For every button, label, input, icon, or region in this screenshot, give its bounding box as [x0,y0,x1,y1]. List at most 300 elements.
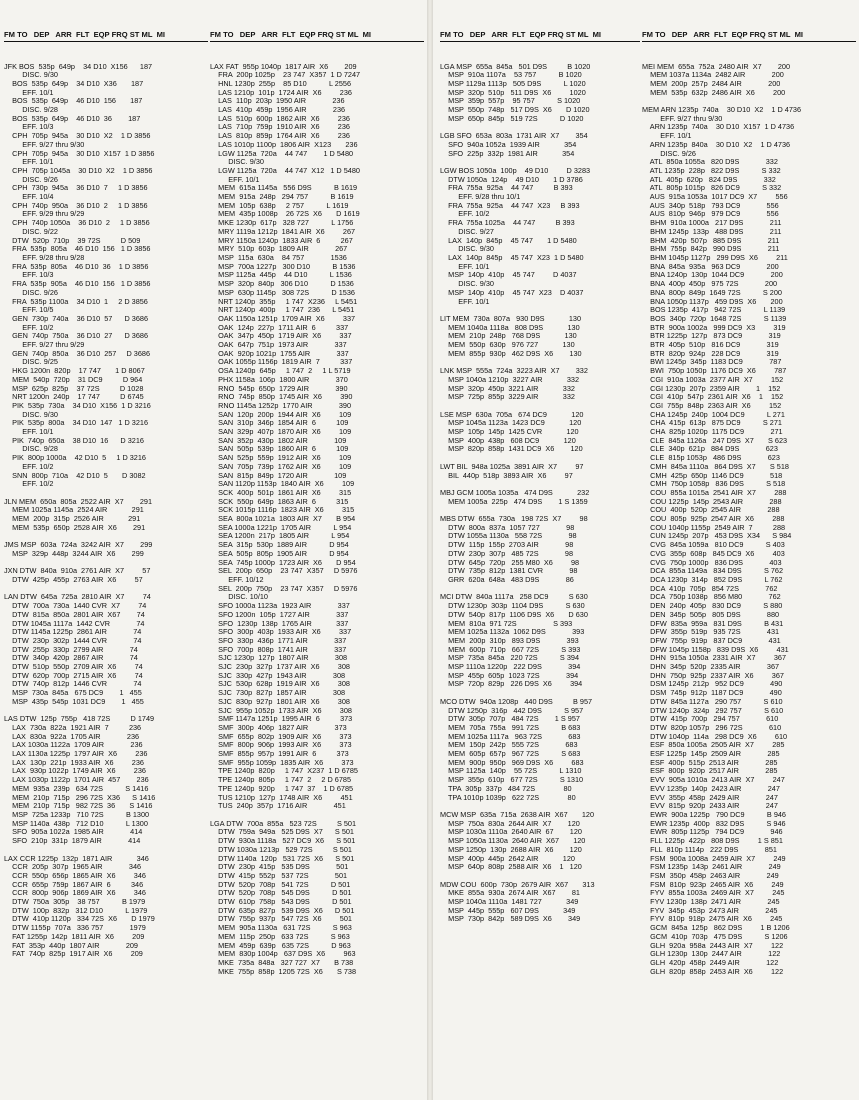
schedule-line: NRT 1240p 355p 1 747 X236 L 5451 [210,296,358,306]
schedule-line: BTR 900a 1002a 999 DC9 X3 319 [642,322,786,332]
schedule-line: BIL 440p 518p 3893 AIR X6 97 [440,470,573,480]
schedule-line: EVV 905a 1010a 2413 AIR X7 247 [642,775,785,785]
schedule-line: PIK 535p 800a 34 D10 147 1 D 3216 [4,418,149,428]
schedule-line: SAN 705p 739p 1762 AIR X6 109 [210,461,352,471]
schedule-line: MSP 1040a 1110a 1481 727 349 [440,897,579,907]
schedule-line: CCR 655p 759p 1867 AIR 6 346 [4,879,144,889]
schedule-line: DCA 1230p 314p 852 D9S L 762 [642,575,783,584]
schedule-line: EFF. 10/1 [210,174,260,184]
schedule-line: MEM 810a 971 72S S 393 [440,618,573,628]
schedule-line: SFO 225p 332p 1981 AIR 354 [440,148,575,158]
schedule-line: EFF. 10/4 [4,192,54,202]
schedule-line: JLN MEM 650a 805a 2522 AIR X7 291 [4,496,153,506]
schedule-line: LGB SFO 653a 803a 1731 AIR X7 354 [440,131,588,141]
schedule-line: DTW 230p 307p 485 72S 98 [440,548,574,558]
schedule-line: ATL 805p 1015p 826 DC9 S 332 [642,183,782,193]
schedule-line: MEM 905a 1130a 631 72S S 963 [210,923,352,933]
schedule-line: LGW 1125a 720a 44 747 1 D 5480 [210,148,354,158]
schedule-line: MDW COU 600p 730p 2679 AIR X67 313 [440,879,595,889]
schedule-line: MSP 115a 630a 84 757 1536 [210,252,347,262]
schedule-line: MSP 105p 145p 1425 CVR 120 [440,427,579,437]
schedule-line: DTW 230p 302p 1444 CVR 74 [4,635,142,645]
schedule-line: DTW 930a 1118a 527 DC9 X6 S 501 [210,836,356,846]
schedule-line: FSM 810p 923p 2465 AIR X6 249 [642,879,784,889]
schedule-line: LAS 810p 859p 1764 AIR X6 236 [210,131,350,141]
schedule-line: DTW 700a 730a 1440 CVR X7 74 [4,601,147,611]
schedule-line: LSE MSP 630a 705a 674 DC9 120 [440,409,584,419]
schedule-line: EVV 355p 458p 2429 AIR 247 [642,792,778,802]
schedule-line: DTW 845a 1127a 290 757 S 610 [642,696,783,706]
schedule-line: CPH 705p 945a 30 D10 X2 1 D 3856 [4,131,151,141]
schedule-line: FRA 535p 905a 46 D10 156 1 D 3856 [4,279,151,289]
schedule-line: BHM 755p 842p 990 D9S 211 [642,244,780,254]
schedule-line: MEM 535p 650p 2528 AIR X6 291 [4,522,146,532]
schedule-line: OAK 1150a 1251p 1709 AIR X6 337 [210,313,356,323]
schedule-line: DTW 520p 710p 39 72S D 509 [4,235,141,245]
schedule-line: CCR 800p 906p 1869 AIR X6 346 [4,888,146,898]
schedule-line: GLH 820p 858p 2453 AIR X6 122 [642,966,784,976]
schedule-line: SFO 330p 436p 1771 AIR 337 [210,635,347,645]
schedule-line: LAX CCR 1225p 132p 1871 AIR 346 [4,853,149,863]
schedule-line: CGI 910a 1003a 2377 AIR X7 152 [642,374,784,384]
schedule-line: FSM 900a 1008a 2459 AIR X7 249 [642,853,786,863]
schedule-line: BNA 400p 450p 975 72S 200 [642,279,778,289]
schedule-line: SFO 1000a 1123a 1923 AIR 337 [210,601,350,611]
schedule-line: LAS 510p 600p 1862 AIR X6 236 [210,113,350,123]
schedule-line: JMS MSP 603a 724a 3242 AIR X7 299 [4,540,153,550]
schedule-line: MEM 150p 242p 555 72S 683 [440,740,578,750]
schedule-line: DTW 815a 850a 2801 AIR X67 74 [4,609,145,619]
schedule-line: LNK MSP 555a 724a 3223 AIR X7 332 [440,366,588,376]
schedule-line: PIK 740p 650a 38 D10 16 D 3216 [4,435,144,445]
schedule-line: SJC 1230p 127p 1807 AIR 308 [210,653,348,663]
schedule-line: DCA 855a 1149a 834 D9S S 762 [642,566,784,576]
schedule-line: MRY 1119a 1212p 1841 AIR X6 267 [210,226,356,236]
schedule-line: MEI MEM 655a 752a 2480 AIR X7 200 [642,61,791,71]
schedule-line: MEM 1025a 1132a 1062 D9S 393 [440,627,585,637]
schedule-line: MEM 900p 950p 969 D9S X6 683 [440,757,584,767]
schedule-line: EFF. 9/27 thru 9/30 [642,113,723,123]
schedule-line: DTW 610p 758p 543 D9S D 501 [210,897,352,907]
column-1 [4,14,208,976]
schedule-line: MEM 1005a 225p 474 D9S 1 S 1359 [440,496,588,506]
schedule-line: MSP 630p 1145p 308 72S D 1536 [210,287,355,297]
schedule-line: ATL 850a 1055a 820 D9S 332 [642,157,778,167]
schedule-line: MSP 650p 845p 519 72S D 1020 [440,113,584,123]
schedule-line: TPE 1240p 805p 1 747 2 2 D 6785 [210,775,352,785]
schedule-line: DTW 1230p 303p 1104 D9S S 630 [440,601,585,611]
column-header: FM TO DEP ARR FLT EQP FRQ ST ML MI [4,31,208,42]
schedule-line: MSP 1040a 1210p 3227 AIR 332 [440,374,580,384]
schedule-line: MSP 750a 830a 2644 AIR X7 120 [440,818,580,828]
schedule-line: EFF. 9/27 thru 9/29 [4,340,85,350]
schedule-line: EWR 805p 1125p 794 DC9 946 [642,827,783,837]
schedule-line: MEM 600p 710p 667 72S S 393 [440,644,581,654]
schedule-line: FSM 1235p 143p 2461 AIR 249 [642,862,781,872]
schedule-line: FRA 755a 1025a 44 747 B 393 [440,218,575,228]
schedule-line: MEM 935a 239p 634 72S S 1416 [4,783,149,793]
schedule-line: MSP 625p 825p 37 72S D 1028 [4,383,144,393]
schedule-line: CHA 415p 613p 875 DC9 S 271 [642,418,782,428]
schedule-line: DEN 240p 405p 830 DC9 S 880 [642,601,783,611]
schedule-line: FRA 755a 925a 44 747 B 393 [440,183,573,193]
schedule-line: BWI 750p 1050p 1176 DC9 X6 787 [642,366,787,376]
schedule-line: COU 805p 925p 2547 AIR X6 288 [642,514,785,524]
schedule-line: OAK 920p 1021p 1755 AIR 337 [210,348,349,358]
column-header: FM TO DEP ARR FLT EQP FRQ ST ML MI [440,31,640,42]
schedule-line: SEA 505p 805p 1905 AIR D 954 [210,548,349,558]
schedule-line: DISC. 9/26 [4,174,58,184]
schedule-line: DTW 1145a 1225p 2861 AIR 74 [4,627,142,637]
schedule-line: EFF. 10/1 [4,157,54,167]
schedule-line: MCI DTW 840a 1117a 258 DC9 S 630 [440,592,588,602]
schedule-line: MCO DTW 940a 1208p 440 D9S B 957 [440,696,593,706]
schedule-line: MSP 355p 610p 677 72S S 1310 [440,775,584,785]
page-gutter [427,0,433,1100]
schedule-line: SAN 815p 849p 1720 AIR 109 [210,470,347,480]
schedule-line: SJC 730p 827p 1857 AIR 308 [210,688,346,698]
schedule-line: FRA 535p 1100a 34 D10 1 2 D 3856 [4,296,148,306]
schedule-line: MKE 1230p 617p 328 727 L 1756 [210,218,354,228]
schedule-line: DTW 645p 720p 255 M80 X6 98 [440,557,580,567]
schedule-line: MEM 605p 657p 967 72S S 683 [440,749,581,759]
schedule-line: MEM 435p 1008p 26 72S X6 D 1619 [210,209,360,219]
schedule-line: DTW 1030a 1213p 529 72S S 501 [210,844,352,854]
schedule-line: CLE 340p 621p 884 D9S 623 [642,444,778,454]
schedule-line: LGA DTW 700a 855a 523 72S S 501 [210,818,357,828]
schedule-line: MEM 540p 720p 31 DC9 D 964 [4,374,143,384]
schedule-line: SEL 200p 650p 23 747 X357 D 5976 [210,566,358,576]
schedule-line: MSP 640p 808p 2588 AIR X6 1 120 [440,862,582,872]
schedule-line: RNO 1145a 1252p 1770 AIR 390 [210,400,352,410]
schedule-line: BNA 845a 935a 963 DC9 200 [642,261,779,271]
schedule-line: DISC. 9/28 [4,105,58,115]
schedule-line: SMF 800p 906p 1993 AIR X6 373 [210,740,352,750]
schedule-line: BHM 420p 507p 885 D9S 211 [642,235,780,245]
schedule-line: DISC. 9/28 [4,444,58,454]
schedule-line: LAX 140p 845p 45 747 1 D 5480 [440,235,577,245]
schedule-line: MSP 1129a 1113p 505 D9S L 1020 [440,78,586,88]
schedule-line: LAX 1030a 1122a 1709 AIR 236 [4,740,143,750]
schedule-line: EFF. 10/1 [642,131,692,141]
schedule-line: DTW 820p 1057p 296 72S 610 [642,722,782,732]
schedule-line: SAN 525p 559p 1912 AIR X6 109 [210,453,352,463]
schedule-line: PIK 535p 730a 34 D10 X156 1 D 3216 [4,400,151,410]
schedule-line: MSP 1125a 140p 55 72S L 1310 [440,766,582,776]
schedule-line: DISC. 9/27 [440,226,494,236]
schedule-line: FRA 200p 1025p 23 747 X357 1 D 7247 [210,70,361,80]
column-body [440,63,640,925]
schedule-line: GEN 730p 740a 36 D10 57 D 3686 [4,313,148,323]
schedule-line: MBJ GCM 1005a 1035a 474 D9S 232 [440,487,590,497]
schedule-line: GEN 740p 750a 36 D10 27 D 3686 [4,331,148,341]
schedule-line: CUN 1245p 207p 453 D9S X34 S 984 [642,531,792,541]
schedule-line: CVG 845a 1059a 810 DC9 S 403 [642,540,785,550]
schedule-line: BOS 340p 720p 1648 72S S 1139 [642,313,787,323]
schedule-line: MEM 615a 1145a 556 D9S B 1619 [210,183,358,193]
schedule-line: EFF. 9/29 thru 9/29 [4,209,85,219]
schedule-line: FLL 810p 1114p 222 D9S 851 [642,844,777,854]
schedule-line: SJC 955p 1052p 1733 AIR X6 308 [210,705,352,715]
schedule-line: CGI 755p 848p 2363 AIR X6 152 [642,400,782,410]
schedule-line: SFO 1230p 138p 1765 AIR 337 [210,618,349,628]
schedule-line: MSP 1045a 1123a 1423 DC9 120 [440,418,582,428]
schedule-line: COU 855a 1015a 2541 AIR X7 288 [642,487,787,497]
schedule-line: ESF 400p 515p 2513 AIR 285 [642,757,778,767]
schedule-line: ARN 1235p 740a 30 D10 X157 1 D 4736 [642,122,795,132]
schedule-line: SAN 120p 200p 1944 AIR X6 109 [210,409,352,419]
schedule-line: FSM 350p 458p 2463 AIR 249 [642,870,779,880]
schedule-line: LAX 1030p 1122p 1701 AIR 457 236 [4,775,149,785]
schedule-line: MEM 459p 639p 635 72S D 963 [210,940,351,950]
schedule-line: EFF. 10/3 [4,122,54,132]
schedule-line: SCK 400p 501p 1861 AIR X6 315 [210,487,352,497]
schedule-line: BWI 1245p 345p 1183 DC9 787 [642,357,782,367]
schedule-line: DTW 740p 812p 1446 CVR 74 [4,679,142,689]
schedule-line: EWR 1235p 400p 832 D9S S 946 [642,818,786,828]
schedule-line: FAT 740p 825p 1917 AIR X6 209 [4,949,143,959]
schedule-line: JFK BOS 535p 649p 34 D10 X156 187 [4,61,153,71]
schedule-line: COU 400p 520p 2545 AIR 288 [642,505,780,515]
schedule-line: MSP 455p 605p 1023 72S 394 [440,670,579,680]
schedule-line: JXN DTW 840a 910a 2761 AIR X7 57 [4,566,151,576]
schedule-line: DISC. 9/30 [440,244,494,254]
schedule-line: EFF. 9/28 thru 9/28 [4,252,85,262]
schedule-line: FRA 755a 925a 44 747 X23 B 393 [440,200,580,210]
schedule-line: BTR 820p 924p 228 DC9 319 [642,348,779,358]
schedule-line: EFF. 10/1 [440,261,490,271]
schedule-line: CHA 825p 1020p 1175 DC9 271 [642,427,783,437]
schedule-line: MSP 730a 845a 675 DC9 1 455 [4,688,142,698]
schedule-line: DTW 415p 700p 294 757 610 [642,714,779,724]
schedule-line: DTW 635p 827p 539 D9S X6 D 501 [210,905,355,915]
schedule-line: MEM 550p 630p 976 727 130 [440,340,575,350]
schedule-line: TUS 1210p 127p 1748 AIR X6 451 [210,792,353,802]
schedule-line: DSM 1245p 212p 952 DC9 490 [642,679,783,689]
schedule-line: CPH 705p 945a 30 D10 X157 1 D 3856 [4,148,155,158]
schedule-line: DISC. 9/25 [4,357,58,367]
schedule-line: BTR 405p 510p 816 DC9 319 [642,340,779,350]
schedule-line: LAS 110p 203p 1950 AIR 236 [210,96,345,106]
schedule-line: DFW 835a 959a 831 D9S B 431 [642,618,784,628]
schedule-line: DTW 340p 420p 2867 AIR 74 [4,653,138,663]
schedule-line: ATL 1235p 228p 822 D9S S 332 [642,165,781,175]
schedule-line: SEL 200p 750p 23 747 X357 D 5976 [210,583,358,593]
schedule-line: DTW 510p 550p 2709 AIR X6 74 [4,662,143,672]
schedule-line: AUS 915a 1053a 1017 DC9 X7 556 [642,192,788,202]
schedule-line: DTW 1045a 1117a 1442 CVR 74 [4,618,145,628]
schedule-line: GLH 420p 458p 2449 AIR 122 [642,957,779,967]
schedule-line: DTW 1240p 324p 292 757 S 610 [642,705,784,715]
schedule-line: MSP 1050a 1130a 2640 AIR X67 120 [440,836,586,846]
schedule-line: MSP 320p 450p 3221 AIR 332 [440,383,575,393]
schedule-line: DISC. 9/30 [4,409,58,419]
schedule-line: LWT BIL 948a 1025a 3891 AIR X7 97 [440,461,584,471]
schedule-line: PIK 800p 1000a 42 D10 5 1 D 3216 [4,453,146,463]
schedule-line: DHN 750p 925p 2337 AIR X6 367 [642,670,784,680]
schedule-line: FAT 1255p 142p 1811 AIR X6 209 [4,931,145,941]
schedule-line: SFO 700p 808p 1741 AIR 337 [210,644,347,654]
schedule-line: COU 1225p 145p 2543 AIR 288 [642,496,782,506]
schedule-line: GEN 740p 850a 36 D10 257 D 3686 [4,348,151,358]
schedule-line: DTW 620p 700p 2715 AIR X6 74 [4,670,143,680]
schedule-line: EFF. 10/2 [4,479,54,489]
column-body [4,63,208,959]
schedule-line: MSP 1125a 445p 44 D10 L 1536 [210,270,352,280]
schedule-line: MEM 1025a 1145a 2524 AIR 291 [4,505,144,515]
schedule-line: DTW 750a 305p 38 757 B 1979 [4,897,146,907]
schedule-line: FYV 1230p 138p 2471 AIR 245 [642,897,780,907]
schedule-line: LAX 830a 922a 1705 AIR 236 [4,731,140,741]
schedule-line: SAN 1120p 1153p 1840 AIR X6 109 [210,479,355,489]
schedule-line: SEA 745p 1000p 1723 AIR X6 D 954 [210,557,356,567]
schedule-line: EVV 815p 920p 2433 AIR 247 [642,801,778,811]
schedule-line: BNA 1050p 1137p 459 D9S X6 200 [642,296,783,306]
schedule-line: OAK 1055p 1156p 1819 AIR 7 337 [210,357,353,367]
schedule-line: SEA 1000a 1221p 1705 AIR L 954 [210,522,352,532]
schedule-line: SMF 655p 802p 1909 AIR X6 373 [210,731,352,741]
schedule-line: OAK 647p 751p 1973 AIR 337 [210,340,347,350]
schedule-line: DISC. 9/30 [210,157,264,167]
schedule-line: EFF. 10/5 [4,305,54,315]
column-body [642,63,856,977]
schedule-line: MEM 1037a 1134a 2482 AIR 200 [642,70,784,80]
schedule-line: LGW BOS 1050a 100p 49 D10 D 3283 [440,165,591,175]
schedule-line: DTW 520p 708p 545 D9S D 501 [210,888,352,898]
schedule-line: BNA 800p 849p 1649 72S S 200 [642,287,782,297]
schedule-line: AUS 810p 946p 979 DC9 556 [642,209,779,219]
schedule-line: SNN 800p 710a 42 D10 5 D 3082 [4,470,146,480]
schedule-line: SEA 1200n 217p 1805 AIR L 954 [210,531,350,541]
schedule-line: TPE 1240p 920p 1 747 37 1 D 6785 [210,783,354,793]
schedule-line: LAX 930p 1022p 1749 AIR X6 236 [4,766,146,776]
schedule-line: DFW 1045p 1158p 839 D9S X6 431 [642,644,789,654]
schedule-line: LGA MSP 655a 845a 501 D9S B 1020 [440,61,591,71]
schedule-line: MSP 400p 438p 608 DC9 120 [440,435,576,445]
schedule-line: LAS 1210p 101p 1724 AIR X6 236 [210,87,352,97]
schedule-line: MEM 1040a 1118a 808 D9S 130 [440,322,580,332]
schedule-line: MSP 1030a 1110a 2640 AIR 67 120 [440,827,582,837]
schedule-line: EFF. 10/2 [4,322,54,332]
schedule-line: TUS 240p 357p 1716 AIR 451 [210,801,346,811]
schedule-line: GLH 1230p 130p 2447 AIR 122 [642,949,781,959]
schedule-line: LAX 1130a 1225p 1797 AIR X6 236 [4,749,148,759]
schedule-line: GCM 410p 703p 475 D9S S 1206 [642,931,788,941]
schedule-line: MSP 435p 545p 1031 DC9 1 455 [4,696,144,706]
schedule-line: DISC. 9/22 [4,226,58,236]
schedule-line: MEM 200p 257p 2484 AIR 200 [642,78,781,88]
schedule-line: PHX 1158a 106p 1800 AIR 370 [210,374,348,384]
schedule-line: DFW 355p 519p 935 72S 431 [642,627,780,637]
schedule-line: SJC 230p 327p 1737 AIR X6 308 [210,662,350,672]
schedule-line: DTW 305p 707p 484 72S 1 S 957 [440,714,580,724]
schedule-line: MSP 725p 855p 3229 AIR 332 [440,392,575,402]
schedule-line: BOS 1235p 417p 942 72S L 1139 [642,305,786,315]
schedule-line: FLL 1225p 422p 808 D9S 1 S 851 [642,836,783,846]
schedule-line: COU 1040p 1155p 2549 AIR 7 288 [642,522,786,532]
schedule-line: MKE 855a 930a 2674 AIR X67 81 [440,888,580,898]
schedule-line: ATL 405p 620p 824 D9S 332 [642,174,776,184]
schedule-line: SFO 210p 331p 1879 AIR 414 [4,836,141,846]
column-body [210,63,424,977]
schedule-line: MSP 140p 410p 45 747 X23 D 4037 [440,287,584,297]
schedule-line: DTW 1155p 707a 336 757 1979 [4,923,146,933]
schedule-line: LAX 140p 845p 45 747 X23 1 D 5480 [440,252,584,262]
schedule-line: LAS 410p 459p 1956 AIR 236 [210,105,346,115]
schedule-line: SAN 310p 346p 1854 AIR 6 109 [210,418,349,428]
schedule-line: CLE 845a 1126a 247 D9S X7 S 623 [642,435,788,445]
schedule-line: LAS 1010p 1100p 1806 AIR X123 236 [210,139,358,149]
schedule-line: DFW 755p 919p 837 DC9 431 [642,635,781,645]
schedule-line: EFF. 10/1 [440,296,490,306]
schedule-line: CMH 750p 1058p 836 D9S S 518 [642,479,786,489]
schedule-line: MEM 915a 248p 294 757 B 1619 [210,192,354,202]
schedule-line: MCW MSP 635a 715a 2638 AIR X67 120 [440,809,594,819]
schedule-line: MEM 200p 315p 2526 AIR 291 [4,514,141,524]
schedule-line: CCR 205p 307p 1965 AIR 346 [4,862,142,872]
schedule-line: DCA 410p 705p 854 72S 762 [642,583,778,593]
schedule-line: SEA 315p 530p 1889 AIR D 954 [210,540,349,550]
schedule-line: HKG 1200n 820p 17 747 1 D 8067 [4,366,145,376]
schedule-line: EFF. 10/12 [210,575,264,584]
schedule-line: DTW 425p 455p 2763 AIR X6 57 [4,575,143,584]
schedule-line: SFO 1200n 105p 1727 AIR 337 [210,609,349,619]
column-3 [440,14,640,942]
schedule-line: MRY 1150a 1240p 1833 AIR 6 267 [210,235,353,245]
schedule-line: BOS 535p 649p 46 D10 36 187 [4,113,141,123]
schedule-line: CPH 740p 950a 36 D10 2 1 D 3856 [4,200,148,210]
schedule-line: SMF 855p 957p 1991 AIR 6 373 [210,749,349,759]
schedule-line: CVG 355p 608p 845 DC9 X6 403 [642,548,785,558]
schedule-line: HNL 1230p 255p 85 D10 L 2556 [210,78,352,88]
schedule-line: MEM 210p 715p 296 72S X36 S 1416 [4,792,156,802]
schedule-line: MEM 830p 1004p 637 D9S X6 963 [210,949,356,959]
schedule-line: EFF. 10/1 [4,427,54,437]
schedule-line: EFF. 10/2 [440,209,490,219]
schedule-line: MEM 535p 632p 2486 AIR X6 200 [642,87,786,97]
schedule-line: MSP 400p 445p 2642 AIR 120 [440,853,575,863]
schedule-line: DTW 100p 832p 312 D10 L 1979 [4,905,148,915]
schedule-line: DTW 1250p 316p 442 D9S S 957 [440,705,584,715]
schedule-line: MSP 329p 448p 3244 AIR X6 299 [4,548,144,558]
schedule-line: FRA 535p 805a 46 D10 36 1 D 3856 [4,261,149,271]
schedule-line: CMH 845a 1110a 864 D9S X7 S 518 [642,461,789,471]
schedule-line: DTW 1040p 114a 298 DC9 X6 610 [642,731,788,741]
schedule-line: BOS 535p 649p 34 D10 X36 187 [4,78,144,88]
schedule-line: CPH 705p 1045a 30 D10 X2 1 D 3856 [4,165,153,175]
schedule-line: DTW 735p 812p 1381 CVR 98 [440,566,578,576]
schedule-line: MEM 705a 755a 991 72S B 683 [440,722,581,732]
schedule-line: LAS 710p 759p 1910 AIR X6 236 [210,122,350,132]
schedule-line: CCR 550p 656p 1865 AIR X6 346 [4,870,146,880]
schedule-line: AUS 340p 518p 793 DC9 556 [642,200,779,210]
schedule-line: NRT 1200n 240p 17 747 D 6745 [4,392,144,402]
schedule-line: DISC. 9/30 [440,279,494,289]
schedule-line: CGI 1230p 207p 2359 AIR 1 152 [642,383,781,393]
schedule-line: NRT 1240p 400p 1 747 236 L 5451 [210,305,355,315]
schedule-line: SCK 1015p 1116p 1823 AIR X6 315 [210,505,355,515]
schedule-line: MSP 735a 845a 220 72S S 394 [440,653,580,663]
schedule-line: DSM 745p 912p 1187 DC9 490 [642,688,782,698]
schedule-line: CMH 425p 650p 1146 DC9 518 [642,470,783,480]
schedule-line: DTW 230p 415p 535 D9S 501 [210,862,349,872]
schedule-line: DTW 1055a 1130a 558 72S 98 [440,531,577,541]
schedule-line: DTW 1140a 120p 531 72S X6 S 501 [210,853,355,863]
schedule-line: MSP 1110a 1220p 222 D9S 394 [440,662,581,672]
schedule-line: DTW 520p 708p 541 72S D 501 [210,879,351,889]
schedule-line: EFF. 10/1 [4,87,54,97]
schedule-line: OSA 1240p 645p 1 747 2 1 L 5719 [210,366,351,376]
